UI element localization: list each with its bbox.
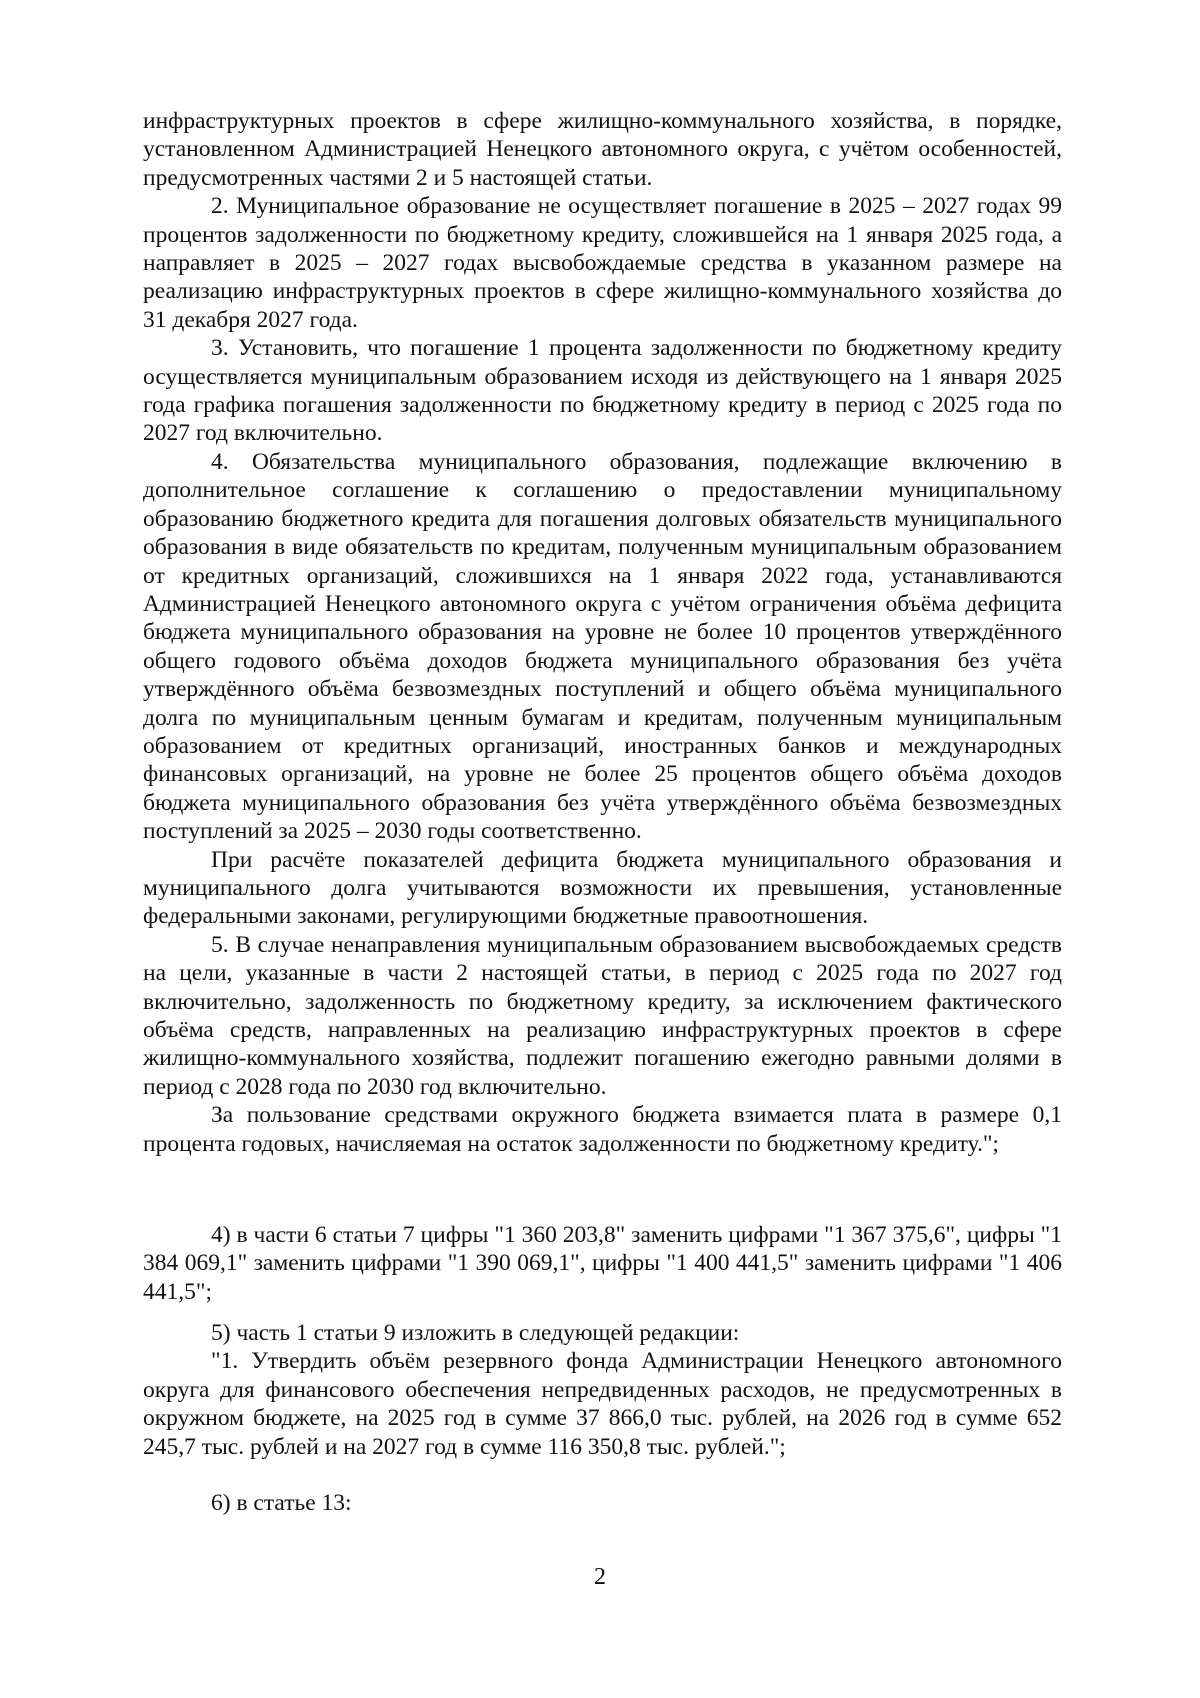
amendment-6-block [143, 1489, 1062, 1517]
amendment-4-text: 4) в части 6 статьи 7 цифры "1 360 203,8" заменить цифрами "1 367 375,6", цифры "1 384 069,1" заменить цифрами "1 390 069,1", цифры "1 400 441,5" заменить цифрами "1 406 441,5"; [143, 1222, 1062, 1305]
paragraph-fee: За пользование средствами окружного бюджета взимается плата в размере 0,1 процента годовых, начисляемая на остаток задолженности по бюджетному кредиту."; [143, 1102, 1062, 1157]
paragraph-part-5: 5. В случае ненаправления муниципальным образованием высвобождаемых средств на цели, указанные в части 2 настоящей статьи, в период с 2025 года по 2027 год включительно, задолженность по бюджетному кредиту, за исключением фактического объёма средств, направленных на реализацию инфраструктурных проектов в сфере жилищно-коммунального хозяйства, подлежит погашению ежегодно равными долями в период с 2028 года по 2030 год включительно. [143, 931, 1062, 1100]
amendment-6-heading: 6) в статье 13: [211, 1490, 352, 1516]
amendment-5-block [143, 1319, 1062, 1461]
paragraph-deficit-calculation: При расчёте показателей дефицита бюджета муниципального образования и муниципального долга учитываются возможности их превышения, установленные федеральными законами, регулирующими бюджетные правоотношения. [143, 846, 1062, 930]
paragraph-continuation: инфраструктурных проектов в сфере жилищно-коммунального хозяйства, в порядке, установленном Администрацией Ненецкого автономного округа, с учётом особенностей, предусмотренных частями 2 и 5 настоящей статьи. [143, 108, 1062, 191]
amendment-5-heading: 5) часть 1 статьи 9 изложить в следующей редакции: [211, 1320, 740, 1346]
article-text-main [143, 107, 1062, 1158]
paragraph-part-2: 2. Муниципальное образование не осуществляет погашение в 2025 – 2027 годах 99 процентов задолженности по бюджетному кредиту, сложившейся на 1 января 2025 года, а направляет в 2025 – 2027 годах высвобождаемые средства в указанном размере на реализацию инфраструктурных проектов в сфере жилищно-коммунального хозяйства до 31 декабря 2027 года. [143, 193, 1062, 333]
amendment-5-text: "1. Утвердить объём резервного фонда Администрации Ненецкого автономного округа для финансового обеспечения непредвиденных расходов, не предусмотренных в окружном бюджете, на 2025 год в сумме 37 866,0 тыс. рублей, на 2026 год в сумме 652 245,7 тыс. рублей и на 2027 год в сумме 116 350,8 тыс. рублей."; [143, 1348, 1062, 1460]
page-number: 2 [594, 1564, 606, 1590]
amendment-4-block [143, 1221, 1062, 1306]
paragraph-part-3: 3. Установить, что погашение 1 процента задолженности по бюджетному кредиту осуществляется муниципальным образованием исходя из действующего на 1 января 2025 года графика погашения задолженности по бюджетному кредиту в период с 2025 года по 2027 год включительно. [143, 335, 1062, 447]
paragraph-part-4: 4. Обязательства муниципального образования, подлежащие включению в дополнительное соглашение к соглашению о предоставлении муниципальному образованию бюджетного кредита для погашения долговых обязательств муниципального образования в виде обязательств по кредитам, полученным муниципальным образованием от кредитных организаций, сложившихся на 1 января 2022 года, устанавливаются Администрацией Ненецкого автономного округа с учётом ограничения объёма дефицита бюджета муниципального образования на уровне не более 10 процентов утверждённого общего годового объёма доходов бюджета муниципального образования без учёта утверждённого объёма безвозмездных поступлений и общего объёма муниципального долга по муниципальным ценным бумагам и кредитам, полученным муниципальным образованием от кредитных организаций, иностранных банков и международных финансовых организаций, на уровне не более 25 процентов общего объёма доходов бюджета муниципального образования без учёта утверждённого объёма безвозмездных поступлений за 2025 – 2030 годы соответственно. [143, 448, 1062, 845]
